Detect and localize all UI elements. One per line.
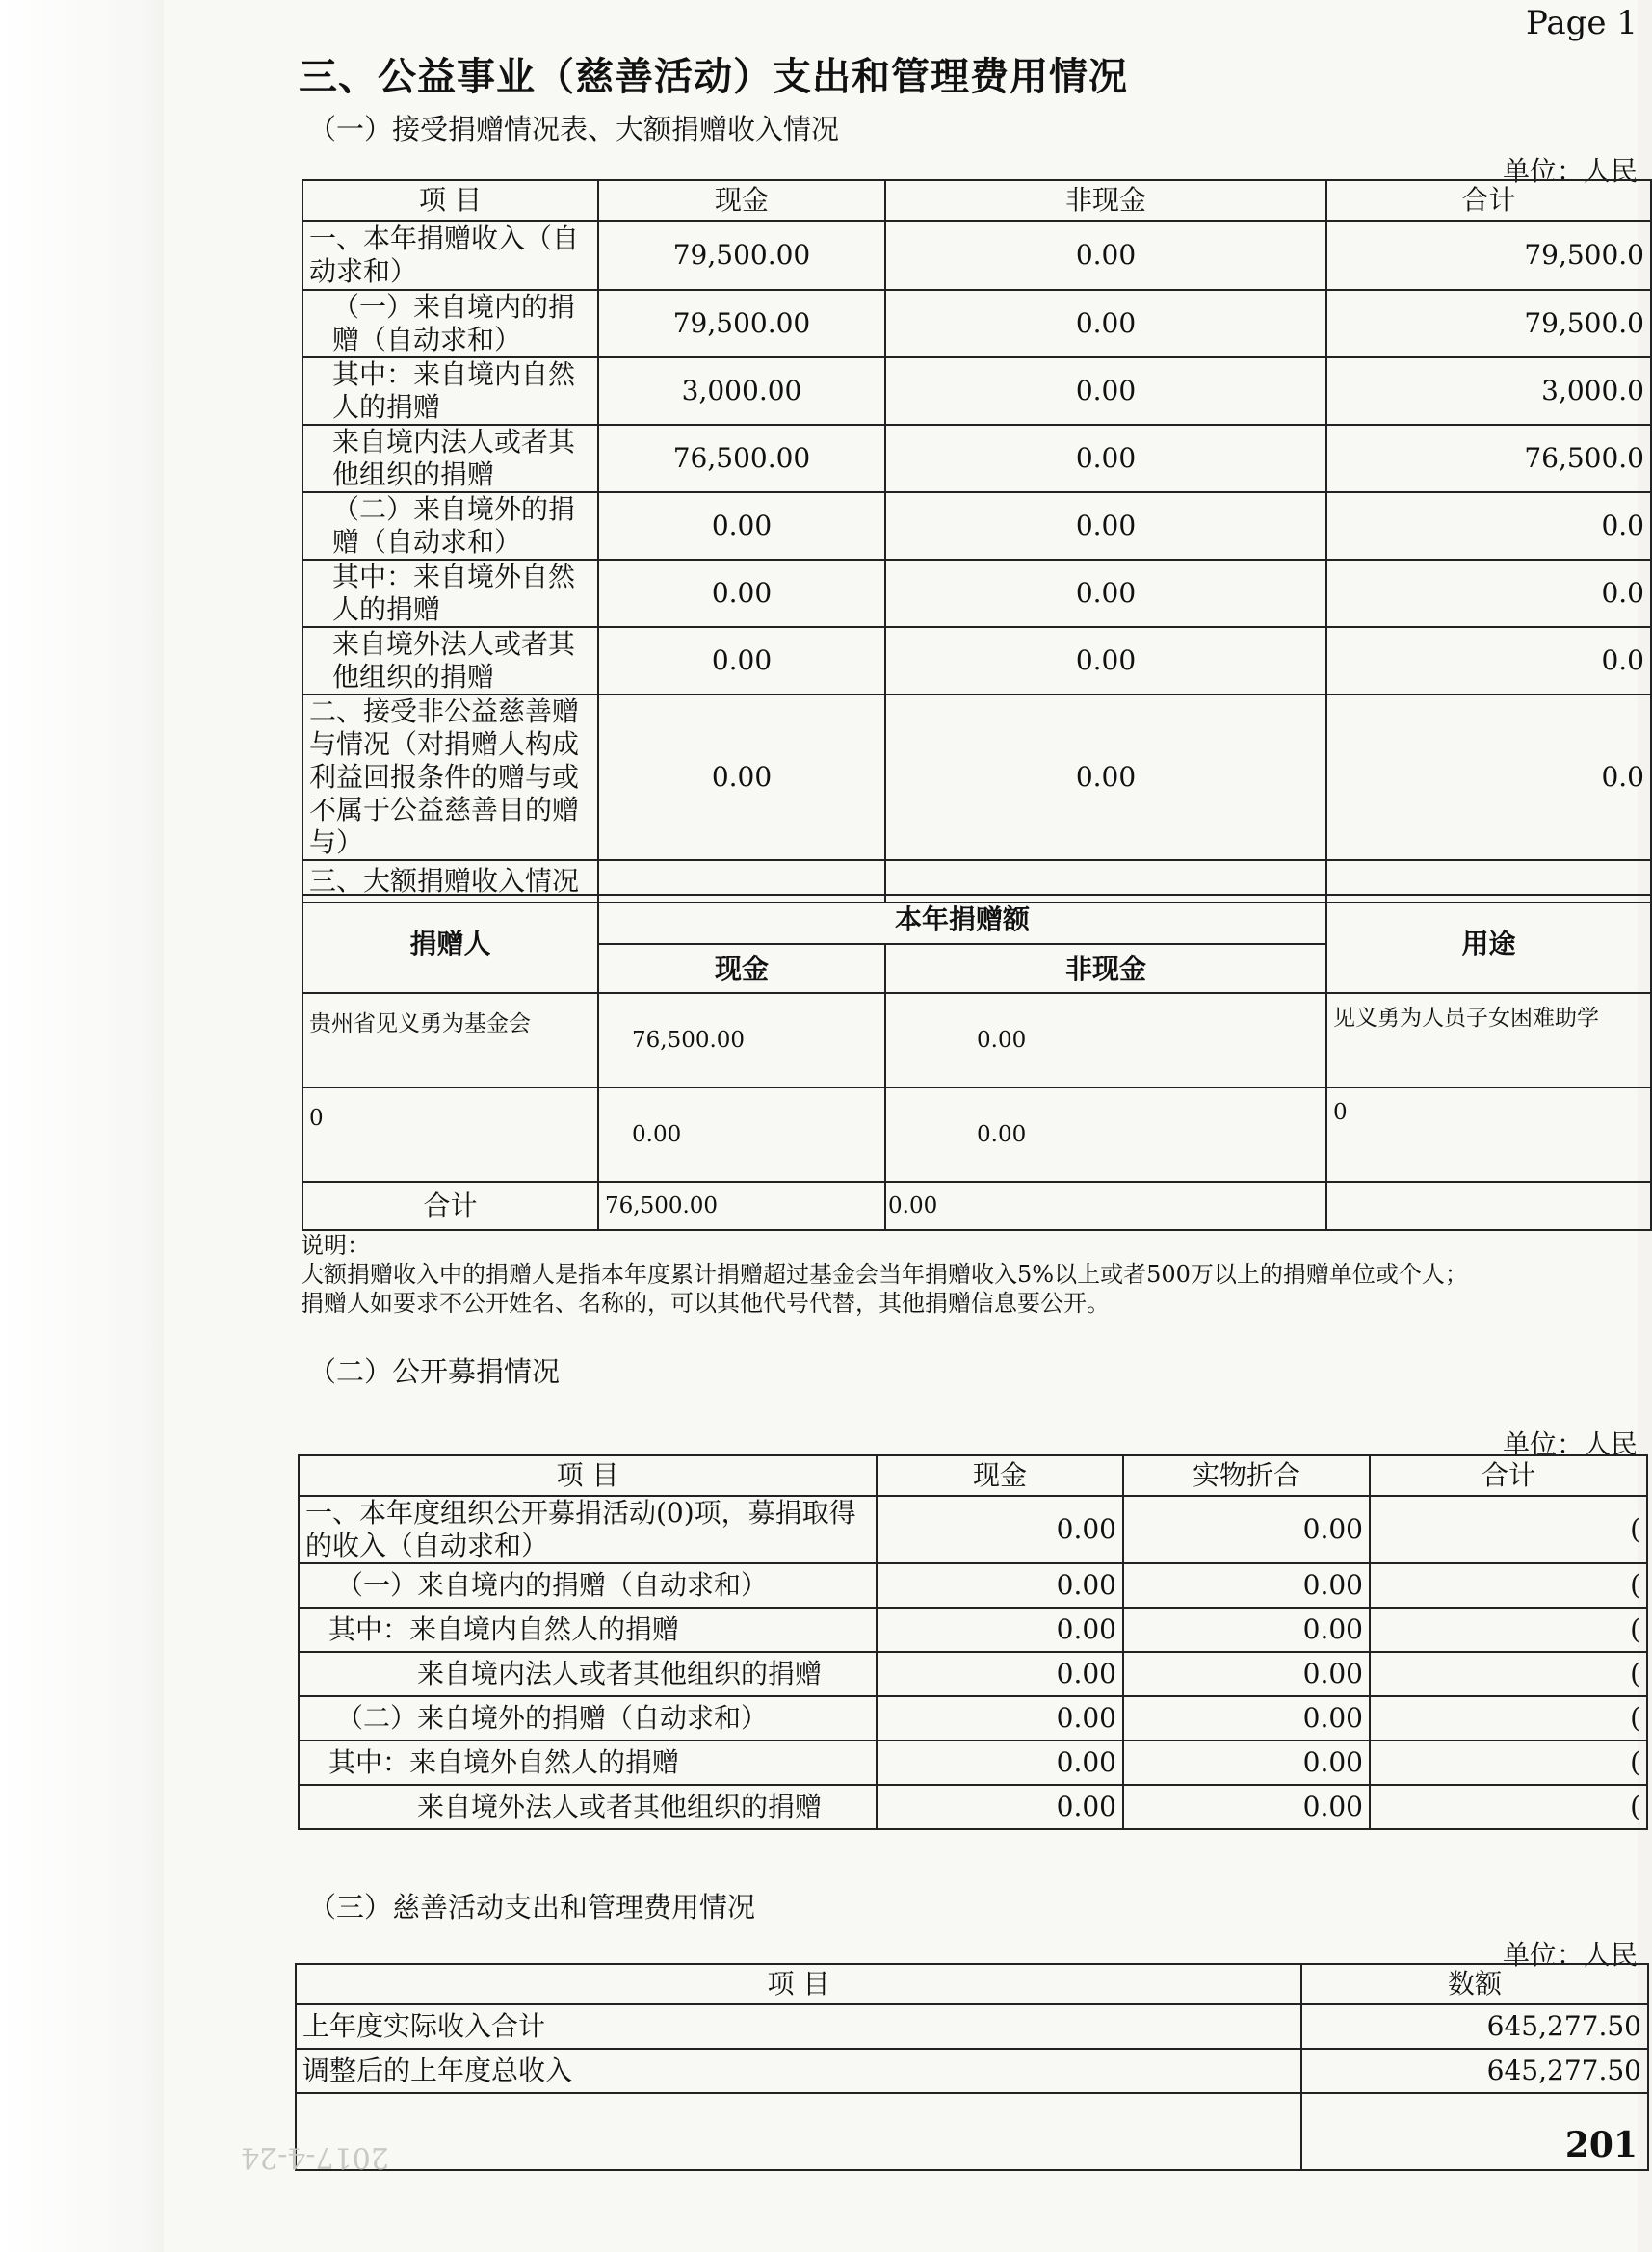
row-noncash: 0.00	[885, 993, 1326, 1087]
row-noncash: 0.00	[885, 221, 1326, 290]
row-inkind: 0.00	[1123, 1785, 1370, 1829]
row-total: 0.0	[1326, 560, 1651, 627]
row-cash: 0.00	[598, 560, 885, 627]
table-row	[302, 425, 1651, 492]
table-row	[299, 1496, 1647, 1563]
row-item: 二、接受非公益慈善赠与情况（对捐赠人构成利益回报条件的赠与或不属于公益慈善目的赠与）	[302, 694, 598, 860]
row-total: (	[1370, 1563, 1647, 1608]
row-noncash: 0.00	[885, 425, 1326, 492]
header-item: 项 目	[296, 1964, 1301, 2004]
notes-label: 说明：	[301, 1232, 370, 1259]
row-cash: 0.00	[598, 1087, 885, 1182]
table-row	[296, 2049, 1648, 2093]
row-total: 79,500.0	[1326, 290, 1651, 357]
header-total: 合计	[1326, 180, 1651, 221]
header-noncash: 非现金	[885, 180, 1326, 221]
table-row	[302, 221, 1651, 290]
row-item: 调整后的上年度总收入	[296, 2049, 1301, 2093]
fundraising-subtitle: （二）公开募捐情况	[308, 1355, 561, 1388]
total-cash: 76,500.00	[598, 1182, 885, 1230]
row-noncash: 0.00	[885, 694, 1326, 860]
row-value: 645,277.50	[1301, 2049, 1648, 2093]
fundraising-table	[298, 1454, 1648, 1830]
row-inkind: 0.00	[1123, 1608, 1370, 1652]
row-total: 76,500.0	[1326, 425, 1651, 492]
row-noncash: 0.00	[885, 290, 1326, 357]
row-item: 来自境外法人或者其他组织的捐赠	[302, 627, 598, 694]
total-label: 合计	[302, 1182, 598, 1230]
row-noncash: 0.00	[885, 1087, 1326, 1182]
page-label: Page 1	[1526, 4, 1638, 42]
table-row	[299, 1741, 1647, 1785]
table-row	[302, 694, 1651, 860]
row-cash: 0.00	[877, 1696, 1123, 1741]
row-total: 0.0	[1326, 492, 1651, 560]
row-total: 3,000.0	[1326, 357, 1651, 425]
section-title: 三、公益事业（慈善活动）支出和管理费用情况	[299, 54, 1128, 99]
total-noncash: 0.00	[885, 1182, 1326, 1230]
row-inkind: 0.00	[1123, 1696, 1370, 1741]
row-cash: 0.00	[877, 1608, 1123, 1652]
row-cash: 0.00	[598, 694, 885, 860]
row-item: 其中：来自境外自然人的捐赠	[299, 1741, 877, 1785]
table-row	[299, 1608, 1647, 1652]
expenses-subtitle: （三）慈善活动支出和管理费用情况	[308, 1891, 756, 1924]
row-cash: 76,500.00	[598, 425, 885, 492]
row-cash: 0.00	[877, 1652, 1123, 1696]
table-row	[302, 1182, 1651, 1230]
row-inkind: 0.00	[1123, 1741, 1370, 1785]
row-item: （一）来自境内的捐赠（自动求和）	[299, 1563, 877, 1608]
table-row	[302, 492, 1651, 560]
row-inkind: 0.00	[1123, 1652, 1370, 1696]
header-cash: 现金	[877, 1455, 1123, 1496]
large-donation-table	[302, 894, 1652, 1231]
row-noncash: 0.00	[885, 560, 1326, 627]
row-item: 一、本年度组织公开募捐活动(0)项，募捐取得的收入（自动求和）	[299, 1496, 877, 1563]
table-row	[296, 2093, 1648, 2170]
row-total: 0.0	[1326, 694, 1651, 860]
row-item: （二）来自境外的捐赠（自动求和）	[302, 492, 598, 560]
notes-line-1: 大额捐赠收入中的捐赠人是指本年度累计捐赠超过基金会当年捐赠收入5%以上或者500万以上的捐赠单位或个人；	[301, 1261, 1468, 1288]
header-noncash: 非现金	[885, 944, 1326, 993]
row-cash: 0.00	[877, 1563, 1123, 1608]
row-total: (	[1370, 1608, 1647, 1652]
row-cash: 0.00	[877, 1741, 1123, 1785]
date-stamp: 2017-4-24	[241, 2140, 389, 2174]
header-item: 项 目	[302, 180, 598, 221]
table-row	[299, 1652, 1647, 1696]
row-noncash: 0.00	[885, 492, 1326, 560]
header-amount: 本年捐赠额	[598, 895, 1326, 944]
table-row	[302, 560, 1651, 627]
row-item: （二）来自境外的捐赠（自动求和）	[299, 1696, 877, 1741]
header-donor: 捐赠人	[302, 895, 598, 993]
row-inkind: 0.00	[1123, 1496, 1370, 1563]
row-cash: 3,000.00	[598, 357, 885, 425]
header-cash: 现金	[598, 180, 885, 221]
row-total: 79,500.0	[1326, 221, 1651, 290]
row-total: (	[1370, 1652, 1647, 1696]
row-item: 一、本年捐赠收入（自动求和）	[302, 221, 598, 290]
row-cash: 0.00	[598, 492, 885, 560]
expenses-table	[295, 1963, 1649, 2171]
row-cash: 79,500.00	[598, 221, 885, 290]
table-row	[302, 357, 1651, 425]
row-total: (	[1370, 1785, 1647, 1829]
expenses-unit: 单位：人民	[1502, 1939, 1638, 1971]
row-noncash: 0.00	[885, 627, 1326, 694]
footer-number: 201	[1564, 2125, 1638, 2165]
row-total: (	[1370, 1741, 1647, 1785]
header-cash: 现金	[598, 944, 885, 993]
row-item	[296, 2093, 1301, 2170]
row-total: (	[1370, 1696, 1647, 1741]
row-total: (	[1370, 1496, 1647, 1563]
table-row	[302, 627, 1651, 694]
header-inkind: 实物折合	[1123, 1455, 1370, 1496]
row-item: 来自境内法人或者其他组织的捐赠	[299, 1652, 877, 1696]
donations-subtitle: （一）接受捐赠情况表、大额捐赠收入情况	[308, 113, 840, 145]
table-row	[302, 290, 1651, 357]
row-cash: 76,500.00	[598, 993, 885, 1087]
row-cash: 79,500.00	[598, 290, 885, 357]
table-row	[296, 2004, 1648, 2049]
large-donation-title: 三、大额捐赠收入情况	[302, 860, 598, 903]
row-item: 其中：来自境内自然人的捐赠	[302, 357, 598, 425]
header-value: 数额	[1301, 1964, 1648, 2004]
donations-table	[302, 179, 1652, 903]
header-item: 项 目	[299, 1455, 877, 1496]
donations-unit: 单位：人民	[1502, 155, 1638, 187]
row-cash: 0.00	[877, 1496, 1123, 1563]
row-donor: 贵州省见义勇为基金会	[302, 993, 598, 1087]
row-purpose: 见义勇为人员子女困难助学	[1326, 993, 1651, 1087]
row-value: 645,277.50	[1301, 2004, 1648, 2049]
row-item: （一）来自境内的捐赠（自动求和）	[302, 290, 598, 357]
notes-line-2: 捐赠人如要求不公开姓名、名称的，可以其他代号代替，其他捐赠信息要公开。	[301, 1290, 1110, 1317]
row-item: 上年度实际收入合计	[296, 2004, 1301, 2049]
table-row	[299, 1785, 1647, 1829]
row-noncash: 0.00	[885, 357, 1326, 425]
row-item: 其中：来自境内自然人的捐赠	[299, 1608, 877, 1652]
row-donor: 0	[302, 1087, 598, 1182]
notes	[301, 1231, 1468, 1318]
header-total: 合计	[1370, 1455, 1647, 1496]
row-inkind: 0.00	[1123, 1563, 1370, 1608]
fundraising-unit: 单位：人民	[1502, 1428, 1638, 1460]
donations-header-row	[302, 180, 1651, 221]
table-row	[299, 1696, 1647, 1741]
table-row	[302, 1087, 1651, 1182]
header-purpose: 用途	[1326, 895, 1651, 993]
row-cash: 0.00	[598, 627, 885, 694]
table-row	[302, 993, 1651, 1087]
row-item: 来自境内法人或者其他组织的捐赠	[302, 425, 598, 492]
row-purpose: 0	[1326, 1087, 1651, 1182]
row-total: 0.0	[1326, 627, 1651, 694]
table-row	[299, 1563, 1647, 1608]
row-item: 来自境外法人或者其他组织的捐赠	[299, 1785, 877, 1829]
row-cash: 0.00	[877, 1785, 1123, 1829]
row-item: 其中：来自境外自然人的捐赠	[302, 560, 598, 627]
